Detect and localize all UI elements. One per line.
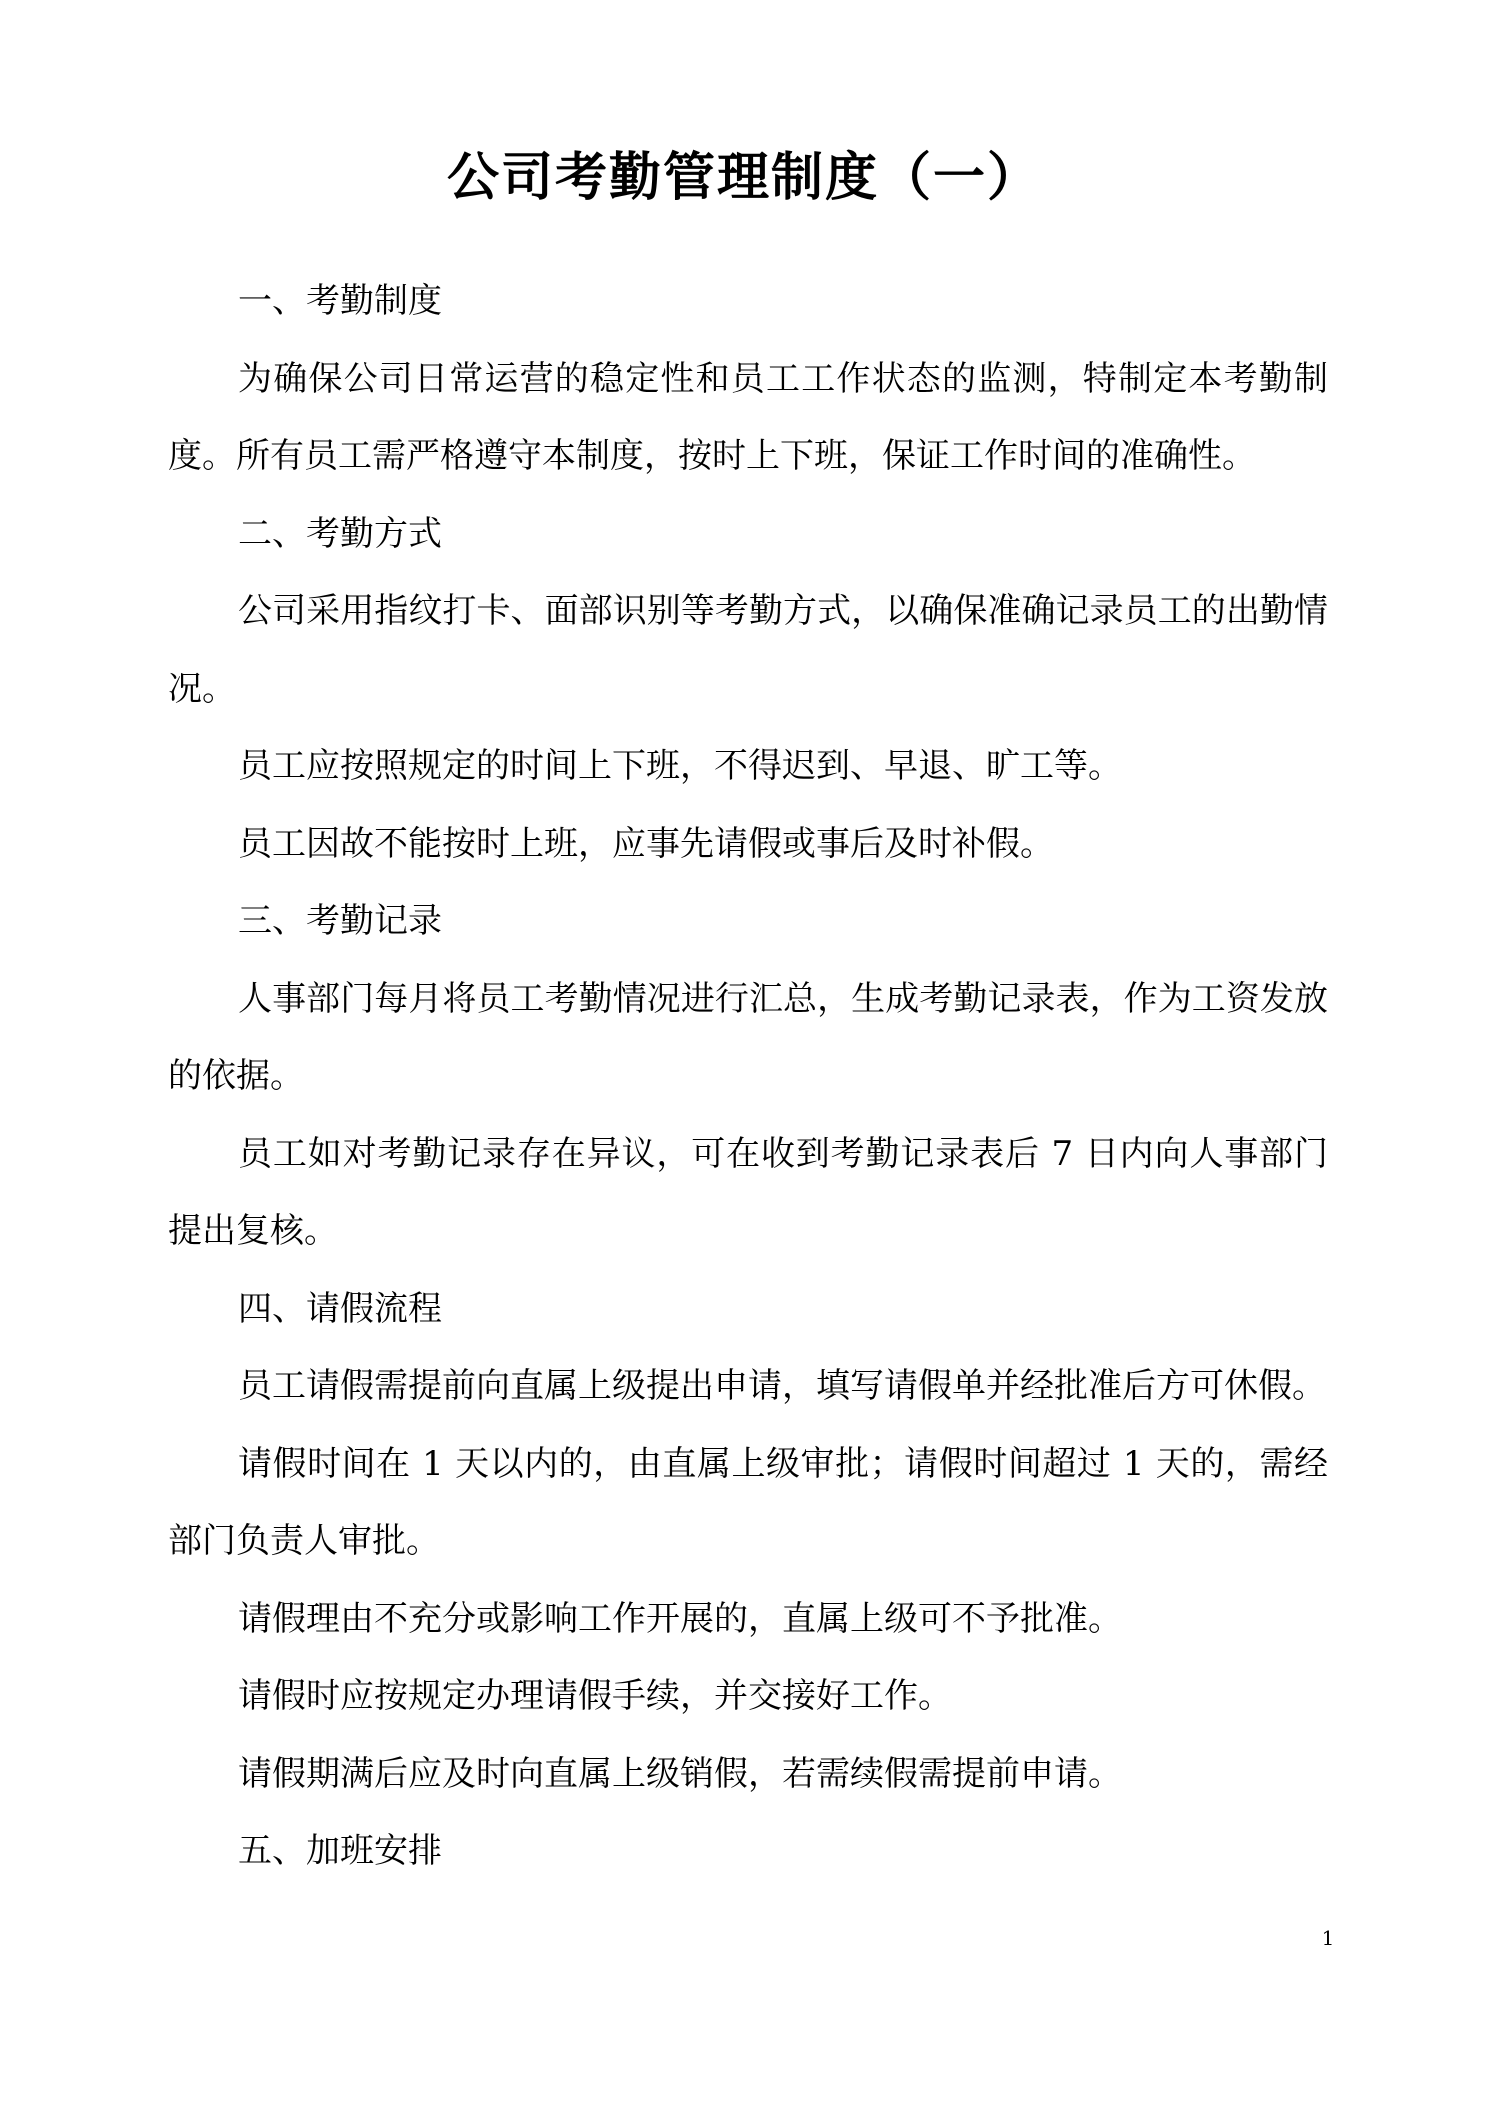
section-heading-leave-process: 四、请假流程 [238, 1288, 442, 1329]
paragraph: 为确保公司日常运营的稳定性和员工工作状态的监测，特制定本考勤制度。所有员工需严格遵守本制度，按时上下班，保证工作时间的准确性。 [168, 358, 1328, 476]
paragraph: 请假期满后应及时向直属上级销假，若需续假需提前申请。 [238, 1753, 1122, 1794]
paragraph: 请假理由不充分或影响工作开展的，直属上级可不予批准。 [238, 1598, 1122, 1639]
paragraph: 公司采用指纹打卡、面部识别等考勤方式，以确保准确记录员工的出勤情况。 [168, 591, 1328, 709]
paragraph: 人事部门每月将员工考勤情况进行汇总，生成考勤记录表，作为工资发放的依据。 [168, 978, 1328, 1096]
paragraph: 员工因故不能按时上班，应事先请假或事后及时补假。 [238, 823, 1054, 864]
page-number: 1 [1321, 1926, 1335, 1950]
paragraph: 请假时间在 1 天以内的，由直属上级审批；请假时间超过 1 天的，需经部门负责人审批。 [168, 1443, 1328, 1561]
paragraph: 请假时应按规定办理请假手续，并交接好工作。 [238, 1676, 952, 1716]
section-heading-attendance-method: 二、考勤方式 [238, 513, 442, 554]
document-title: 公司考勤管理制度（一） [446, 147, 1041, 208]
paragraph: 员工如对考勤记录存在异议，可在收到考勤记录表后 7 日内向人事部门提出复核。 [168, 1133, 1328, 1251]
section-heading-overtime: 五、加班安排 [238, 1831, 442, 1871]
paragraph: 员工请假需提前向直属上级提出申请，填写请假单并经批准后方可休假。 [238, 1366, 1326, 1406]
section-heading-attendance-records: 三、考勤记录 [238, 901, 442, 941]
section-heading-attendance-system: 一、考勤制度 [238, 281, 442, 321]
document-body [168, 263, 1328, 1891]
paragraph: 员工应按照规定的时间上下班，不得迟到、早退、旷工等。 [238, 746, 1122, 786]
